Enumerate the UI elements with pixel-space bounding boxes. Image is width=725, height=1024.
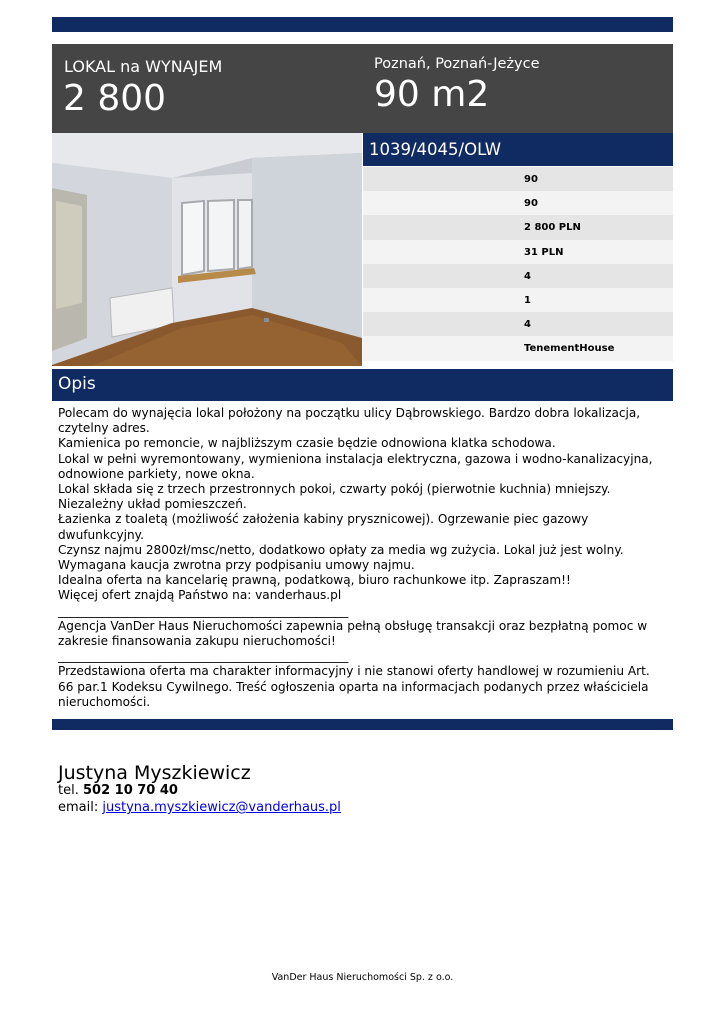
email-link[interactable]: justyna.myszkiewicz@vanderhaus.pl (102, 800, 341, 815)
param-row (363, 240, 673, 264)
reference-number: 1039/4045/OLW (369, 140, 502, 159)
email-label: email: (58, 800, 99, 815)
param-row (363, 215, 673, 239)
param-value: 4 (524, 319, 531, 331)
bottom-accent-bar (52, 719, 673, 730)
footer-company: VanDer Haus Nieruchomości Sp. z o.o. (271, 972, 454, 983)
param-value: 90 (524, 198, 538, 210)
agent-email (58, 800, 341, 815)
param-row (363, 264, 673, 288)
param-row (363, 167, 673, 191)
agent-name: Justyna Myszkiewicz (58, 762, 251, 784)
param-value: TenementHouse (524, 343, 615, 355)
property-photo (52, 133, 362, 366)
phone-number[interactable]: 502 10 70 40 (82, 783, 178, 798)
section-title: Opis (58, 374, 96, 394)
phone-label: tel. (58, 783, 79, 798)
listing-location: Poznań, Poznań-Jeżyce (374, 56, 540, 72)
parameters-table (363, 167, 673, 361)
param-row (363, 312, 673, 336)
top-accent-bar (52, 17, 673, 32)
agent-phone (58, 783, 178, 798)
listing-type-label: LOKAL na WYNAJEM (64, 57, 223, 76)
param-value: 31 PLN (524, 246, 564, 258)
listing-header (52, 44, 673, 133)
param-row (363, 191, 673, 215)
param-value: 1 (524, 294, 531, 306)
param-value: 90 (524, 174, 538, 185)
param-value: 2 800 PLN (524, 222, 581, 234)
listing-price: 2 800 (63, 78, 167, 119)
param-row (363, 336, 673, 360)
reference-number-bar (363, 133, 673, 166)
description-section-header (52, 369, 673, 401)
param-row (363, 288, 673, 312)
listing-area: 90 m2 (374, 74, 490, 115)
description-text: Polecam do wynajęcia lokal położony na początku ulicy Dąbrowskiego. Bardzo dobra lokalizacja, czytelny adres. Kamienica po remoncie, w najbliższym czasie będzie odnowiona klatka schodowa. Lokal w pełni wyremontowany, wymieniona instalacja elektryczna, gazowa i wodno-kanalizacyjna, odnowione parkiety, nowe okna. Lokal składa się z trzech przestronnych pokoi, czwarty pokój (pierwotnie kuchnia) mniejszy. Niezależny układ pomieszczeń. Łazienka z toaletą (możliwość założenia kabiny prysznicowej). Ogrzewanie piec gazowy dwufunkcyjny. Czynsz najmu 2800zł/msc/netto, dodatkowo opłaty za media wg zużycia. Lokal już jest wolny. Wymagana kaucja zwrotna przy podpisaniu umowy najmu. Idealna oferta na kancelarię prawną, podatkową, biuro rachunkowe itp. Zapraszam!! Więcej ofert znajdą Państwo na: vanderhaus.pl ________________________________________________ Agencja VanDer Haus Nieruchomości zapewnia pełną obsługę transakcji oraz bezpłatną pomoc w zakresie finansowania zakupu nieruchomości! ________________________________________________ Przedstawiona oferta ma charakter informacyjny i nie stanowi oferty handlowej w rozumieniu Art. 66 par.1 Kodeksu Cywilnego. Treść ogłoszenia oparta na informacjach podanych przez właściciela nieruchomości. (58, 406, 653, 709)
param-value: 4 (524, 270, 531, 282)
